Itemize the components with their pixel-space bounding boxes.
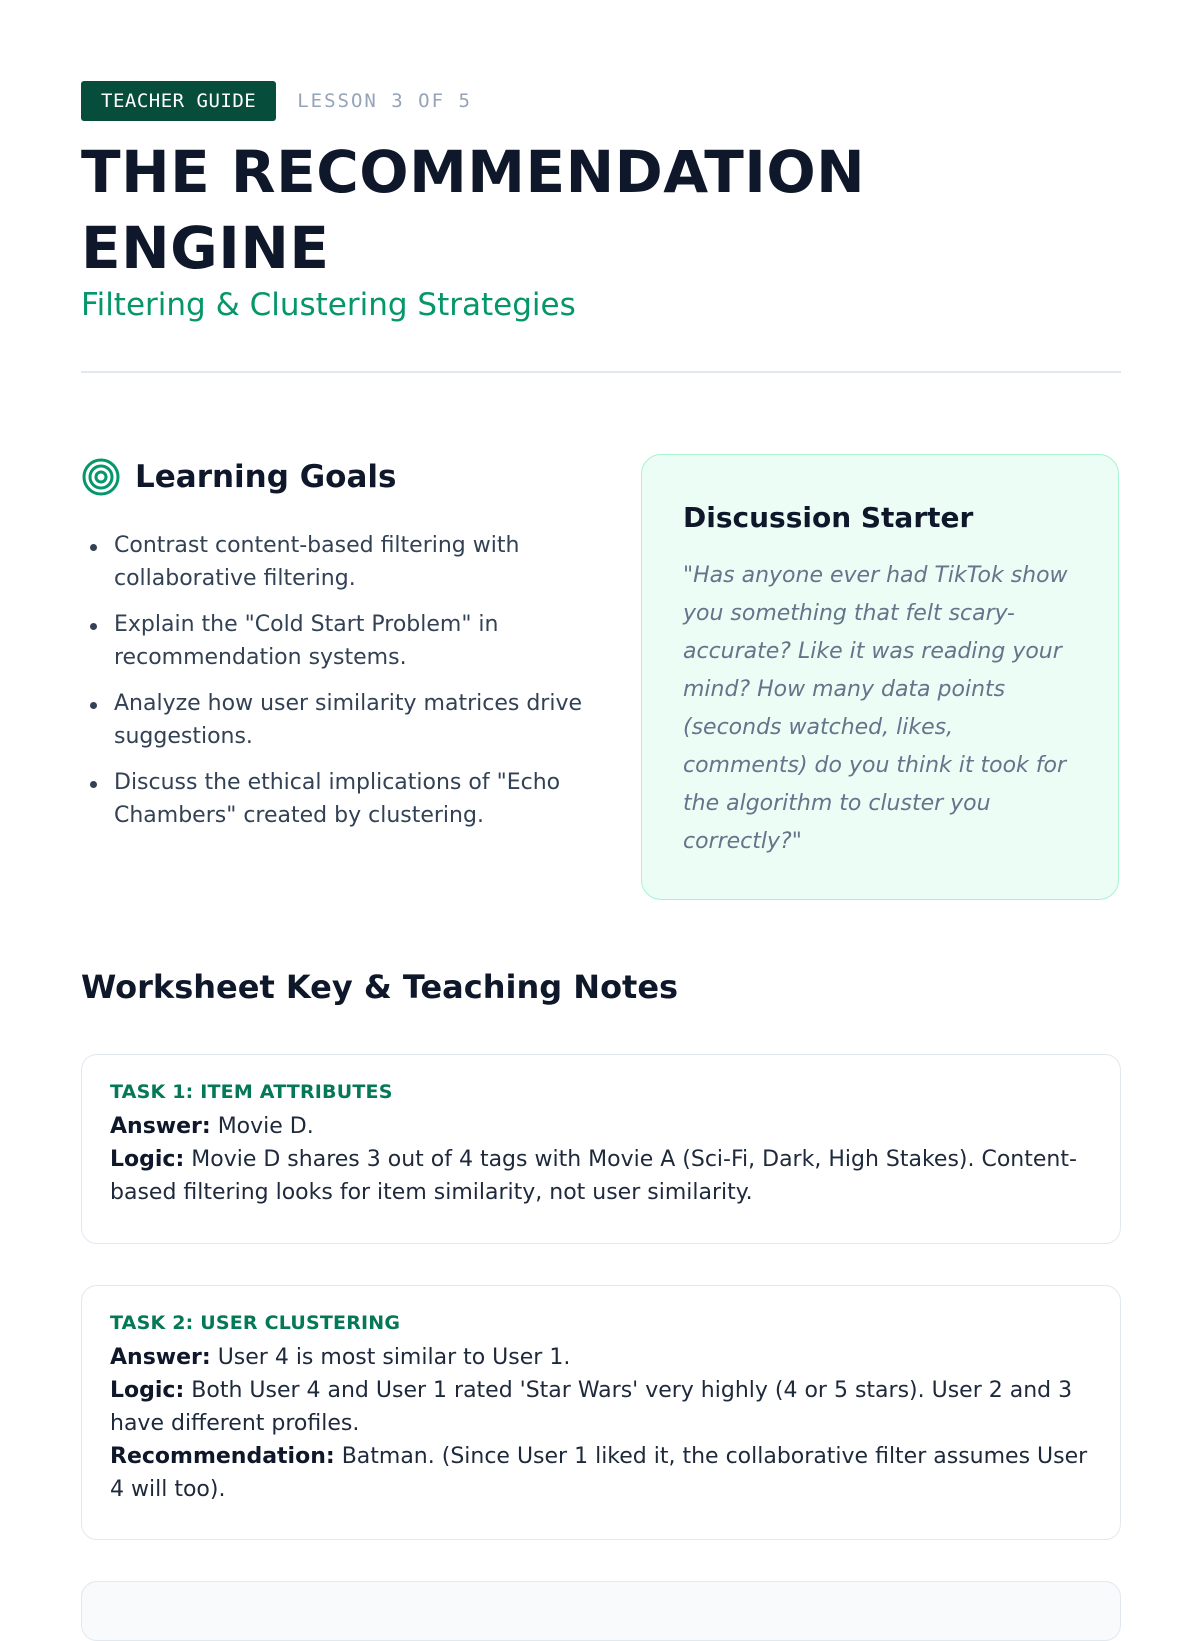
task-label: TASK 2: USER CLUSTERING [110,1312,401,1334]
learning-goals-list [81,529,601,832]
answer-label: Answer: [110,1345,211,1370]
logic-text: Both User 4 and User 1 rated 'Star Wars' very highly (4 or 5 stars). User 2 and 3 have different profiles. [110,1378,1073,1436]
discussion-starter-card [641,454,1119,900]
task-answer [110,1110,1093,1143]
learning-goals-title: Learning Goals [135,459,397,495]
logic-label: Logic: [110,1147,185,1172]
discussion-starter-quote: "Has anyone ever had TikTok show you something that felt scary-accurate? Like it was reading your mind? How many data points (seconds watched, likes, comments) do you think it took for the algorithm to cluster you correctly?" [683,563,1068,854]
answer-text: User 4 is most similar to User 1. [217,1345,571,1370]
learning-goals-header [81,455,601,499]
target-icon [81,457,121,497]
logic-text: Movie D shares 3 out of 4 tags with Movie A (Sci-Fi, Dark, High Stakes). Content-based filtering looks for item similarity, not user similarity. [110,1147,1077,1205]
recommendation-text: Batman. (Since User 1 liked it, the collaborative filter assumes User 4 will too). [110,1444,1088,1502]
task-card [81,1054,1121,1244]
answer-label: Answer: [110,1114,211,1139]
task-answer [110,1341,1093,1374]
worksheet-title: Worksheet Key & Teaching Notes [81,968,679,1006]
learning-goals-section [81,455,601,845]
teacher-guide-badge: TEACHER GUIDE [81,81,276,121]
learning-goal-item: Analyze how user similarity matrices drive suggestions. [81,687,601,753]
learning-goal-item: Discuss the ethical implications of "Echo Chambers" created by clustering. [81,766,601,832]
page-title-line-1: THE RECOMMENDATION [81,138,866,206]
page-title [81,134,1121,286]
task-card [81,1285,1121,1540]
lesson-indicator: LESSON 3 OF 5 [297,90,472,112]
task-logic [110,1143,1093,1209]
recommendation-label: Recommendation: [110,1444,335,1469]
learning-goal-item: Explain the "Cold Start Problem" in recommendation systems. [81,608,601,674]
discussion-starter-title: Discussion Starter [683,501,974,534]
task-card-partial [81,1581,1121,1641]
logic-label: Logic: [110,1378,185,1403]
task-logic [110,1374,1093,1440]
page-subtitle: Filtering & Clustering Strategies [81,287,576,323]
header-divider [81,371,1121,373]
task-label: TASK 1: ITEM ATTRIBUTES [110,1081,393,1103]
page-title-line-2: ENGINE [81,214,330,282]
header-meta [81,81,472,121]
learning-goal-item: Contrast content-based filtering with collaborative filtering. [81,529,601,595]
task-recommendation [110,1440,1093,1506]
answer-text: Movie D. [217,1114,314,1139]
